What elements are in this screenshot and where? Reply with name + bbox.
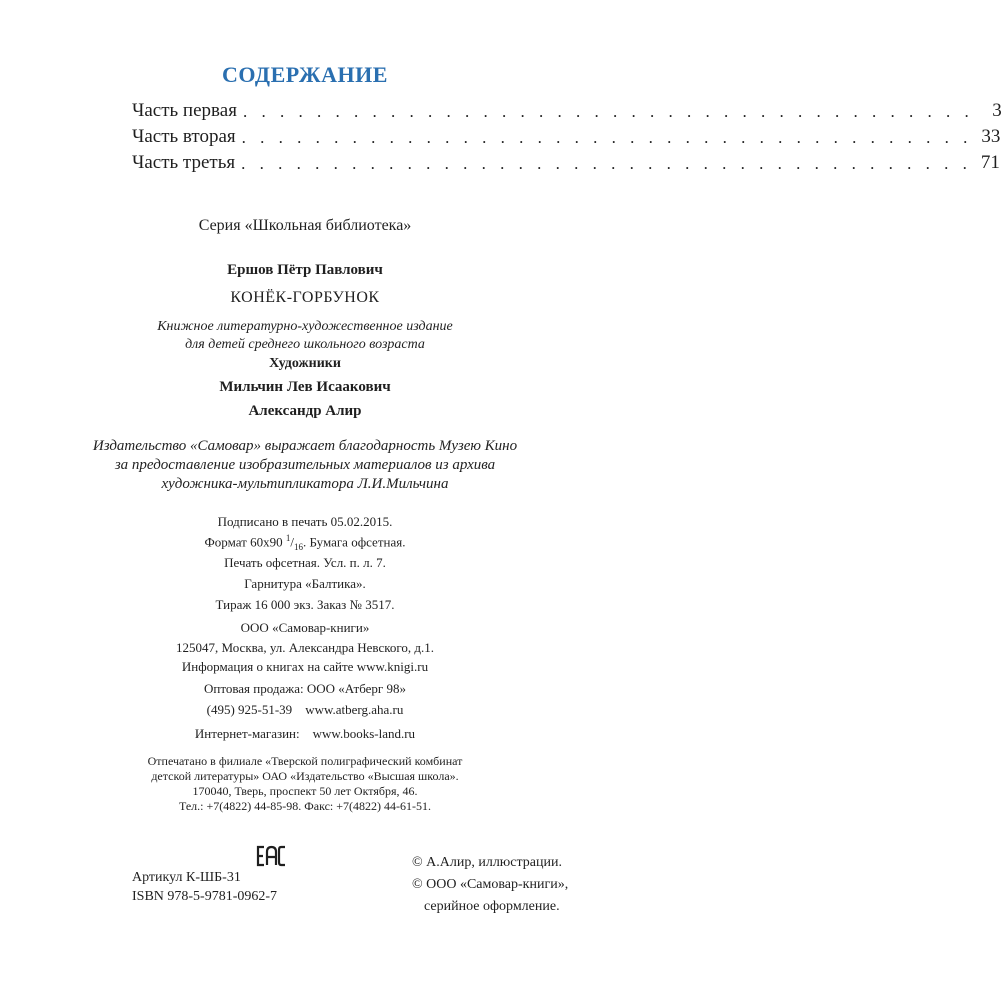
acknowledgement-line: Издательство «Самовар» выражает благодарность Музею Кино [92,438,518,454]
imprint-format: Формат 60х90 $^1/_{16}$. Бумага офсетная. [204,533,406,552]
acknowledgement-line: художника-мультипликатора Л.И.Мильчина [161,475,449,492]
imprint-signed: Подписано в печать 05.02.2015. [217,514,393,529]
publisher-contacts [0,702,610,718]
publisher-name: ООО «Самовар-книги» [240,620,370,635]
copyright-line: серийное оформление. [424,899,560,914]
online-shop-label: Интернет-магазин: [194,726,300,741]
online-shop [0,726,610,742]
description-line: Книжное литературно-художественное издание [157,319,453,334]
copyright-line: © ООО «Самовар-книги», [412,877,569,892]
acknowledgement [0,437,610,493]
imprint-run: Тираж 16 000 экз. Заказ № 3517. [215,597,395,612]
format-prefix: Формат 60х90 [204,534,286,550]
illustrators-heading: Художники [269,356,341,371]
toc-entry-label: Часть третья [132,152,236,173]
publisher-wholesale: Оптовая продажа: ООО «Атберг 98» [203,681,407,696]
toc-entry-page: 3 [992,100,1002,121]
toc-entry-label: Часть вторая [132,126,236,147]
toc-leader-dots: . . . . . . . . . . . . . . . . . . . . . . . . . . . . . . . . . . . . . . . . [242,102,974,121]
toc-entry-page: 33 [981,126,1001,147]
toc-entry-part-two[interactable] [132,124,1001,148]
book-description [0,318,610,353]
copyright-block [412,852,568,918]
book-title: КОНЁК-ГОРБУНОК [230,289,380,306]
format-suffix: . Бумага офсетная. [302,534,406,550]
toc-entry-part-one[interactable] [132,98,1002,122]
illustrator-name: Мильчин Лев Исаакович [219,379,391,395]
illustrator-name: Александр Алир [248,403,362,419]
printer-line: детской литературы» ОАО «Издательство «Высшая школа». [151,769,459,783]
publisher-address: 125047, Москва, ул. Александра Невского, д.1. [176,640,434,655]
article-number: Артикул К-ШБ-31 [132,870,241,885]
toc-leader-dots: . . . . . . . . . . . . . . . . . . . . . . . . . . . . . . . . . . . . . . . . [241,154,972,173]
wholesale-site-link[interactable]: www.atberg.aha.ru [305,702,404,717]
toc-entry-part-three[interactable] [132,150,1000,174]
publisher-info: Информация о книгах на сайте www.knigi.ru [181,659,429,674]
description-line: для детей среднего школьного возраста [185,336,425,352]
printer-line: Тел.: +7(4822) 44-85-98. Факс: +7(4822) 44-61-51. [178,799,432,813]
eac-conformity-icon [256,845,286,867]
imprint-print: Печать офсетная. Усл. п. л. 7. [224,555,386,570]
toc-title: СОДЕРЖАНИЕ [222,62,388,87]
printer-info [0,754,610,814]
toc-entry-page: 71 [980,152,1000,173]
author-name: Ершов Пётр Павлович [227,262,383,278]
copyright-line: © А.Алир, иллюстрации. [412,855,562,870]
acknowledgement-line: за предоставление изобразительных материалов из архива [114,456,496,473]
publisher-phone: (495) 925-51-39 [206,702,293,717]
series-name: Серия «Школьная библиотека» [198,217,412,234]
format-fraction-den: 16 [293,541,303,552]
isbn-number: ISBN 978-5-9781-0962-7 [132,889,278,904]
imprint-font: Гарнитура «Балтика». [244,576,366,591]
format-fraction-num: 1 [285,533,291,543]
printer-line: Отпечатано в филиале «Тверской полиграфический комбинат [147,754,463,768]
toc-leader-dots: . . . . . . . . . . . . . . . . . . . . . . . . . . . . . . . . . . . . . . . . [241,128,973,147]
footer-left [132,868,277,906]
online-shop-link[interactable]: www.books-land.ru [312,726,416,741]
printer-line: 170040, Тверь, проспект 50 лет Октября, 46. [192,784,418,798]
toc-entry-label: Часть первая [132,100,237,121]
